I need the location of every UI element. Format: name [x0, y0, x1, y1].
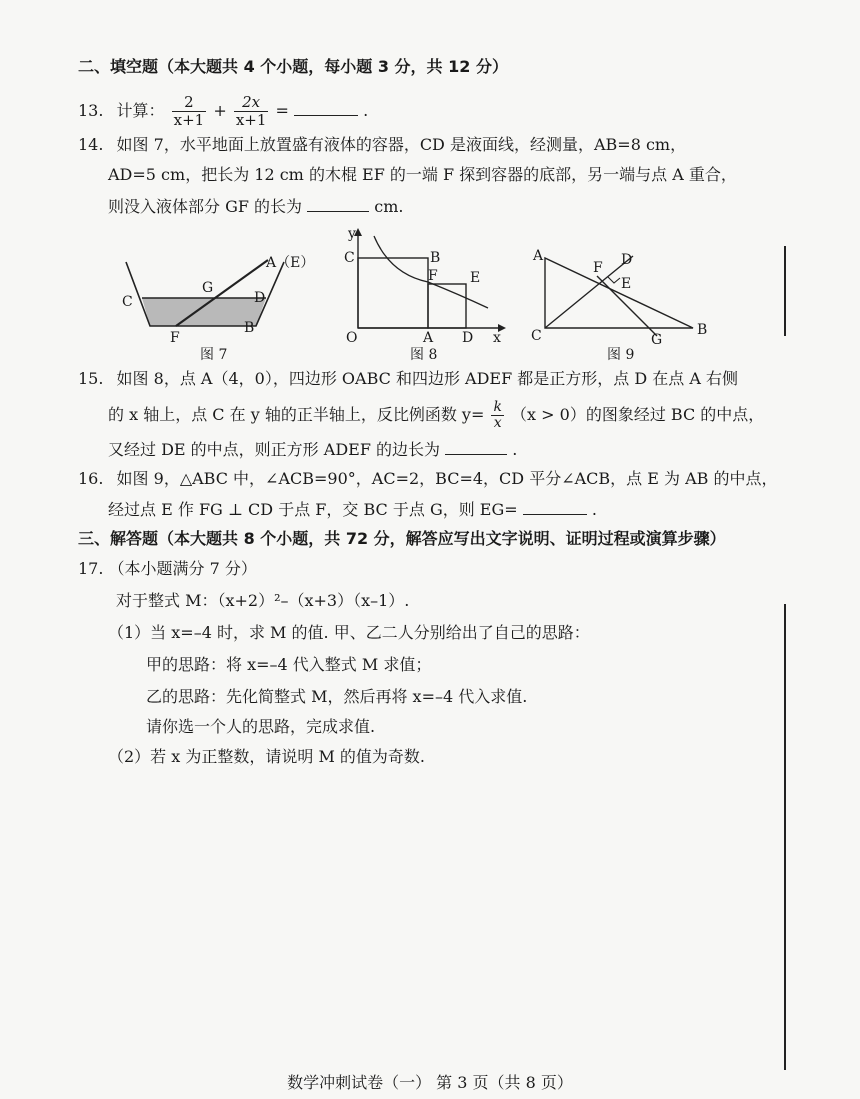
q17-part-2: （2）若 x 为正整数，请说明 M 的值为奇数. [108, 747, 426, 766]
q13-answer-blank[interactable] [294, 99, 358, 116]
q14-line-2: AD=5 cm，把长为 12 cm 的木棍 EF 的一端 F 探到容器的底部，另一端与点 A 重合， [108, 165, 737, 184]
figure-7 [118, 240, 318, 350]
label-f: F [170, 330, 180, 346]
label-a: A [423, 330, 434, 346]
q13-frac1-numerator: 2 [172, 94, 207, 112]
q14-text-3: 则没入液体部分 GF 的长为 [108, 197, 303, 216]
q15-number: 15. [78, 369, 104, 388]
q16-text-2: 经过点 E 作 FG ⊥ CD 于点 F，交 BC 于点 G，则 EG= [108, 500, 518, 519]
label-c: C [531, 328, 542, 344]
q16-line-2 [108, 498, 597, 521]
figure-8 [338, 224, 508, 348]
label-y: y [348, 226, 356, 242]
section3-title: 三、解答题（本大题共 8 个小题，共 72 分，解答应写出文字说明、证明过程或演算步骤） [78, 529, 726, 548]
q13-fraction-1 [172, 94, 207, 129]
q17-idea-jia: 甲的思路：将 x=–4 代入整式 M 求值； [146, 655, 432, 674]
label-g: G [651, 332, 663, 346]
label-d: D [254, 290, 266, 306]
q15-line-3 [108, 438, 517, 461]
label-b: B [244, 320, 255, 336]
label-o: O [346, 330, 358, 346]
triangle-abc [545, 258, 693, 328]
q14-unit: cm. [374, 197, 404, 216]
q14-line-1 [78, 134, 686, 156]
label-b: B [697, 322, 708, 338]
q17-points: （本小题满分 7 分） [108, 559, 257, 578]
bisector-cd [545, 256, 633, 328]
label-f: F [593, 260, 603, 276]
q14-line-3 [108, 195, 403, 218]
binding-edge-mark-1 [784, 246, 786, 336]
q15-frac-numerator: k [493, 399, 502, 415]
q17-instruction: 请你选一个人的思路，完成求值. [146, 717, 376, 736]
q14-answer-blank[interactable] [307, 195, 369, 212]
q16-answer-blank[interactable] [523, 498, 587, 515]
q15-end: . [512, 440, 518, 459]
q16-end: . [591, 500, 597, 519]
square-adef [428, 284, 466, 328]
question-13 [78, 92, 368, 130]
section2-title: 二、填空题（本大题共 4 个小题，每小题 3 分，共 12 分） [78, 57, 508, 76]
q17-expression: 对于整式 M：（x+2）²–（x+3）（x–1）. [116, 591, 410, 610]
q17-idea-yi: 乙的思路：先化简整式 M，然后再将 x=–4 代入求值. [146, 687, 528, 706]
q13-prefix: 计算： [116, 101, 165, 120]
q13-frac1-denominator: x+1 [173, 111, 205, 129]
q15-answer-blank[interactable] [445, 438, 507, 455]
q15-text-2a: 的 x 轴上，点 C 在 y 轴的正半轴上，反比例函数 y= [108, 405, 485, 424]
label-e: E [470, 270, 481, 286]
label-c: C [122, 294, 133, 310]
label-g: G [202, 280, 214, 296]
label-c: C [344, 250, 355, 266]
q13-equals: = [275, 101, 289, 120]
binding-edge-mark-2 [784, 604, 786, 1070]
q17-part-1: （1）当 x=–4 时，求 M 的值. 甲、乙二人分别给出了自己的思路： [108, 623, 590, 642]
q14-text-1: 如图 7，水平地面上放置盛有液体的容器，CD 是液面线，经测量，AB=8 cm， [116, 135, 687, 154]
q15-frac-denominator: x [493, 415, 502, 431]
q13-number: 13. [78, 101, 104, 120]
label-b: B [430, 250, 441, 266]
q15-text-3: 又经过 DE 的中点，则正方形 ADEF 的边长为 [108, 440, 441, 459]
q17-number: 17. [78, 559, 104, 578]
q13-frac2-numerator: 2x [234, 94, 269, 112]
q14-number: 14. [78, 135, 104, 154]
q15-fraction [491, 400, 503, 431]
q16-line-1 [78, 468, 778, 490]
q15-text-1: 如图 8，点 A（4，0），四边形 OABC 和四边形 ADEF 都是正方形，点 D 在点 A 右侧 [116, 369, 739, 388]
q13-end: . [363, 101, 369, 120]
square-oabc [358, 258, 428, 328]
label-x: x [493, 330, 501, 346]
figure-9 [525, 240, 725, 346]
q16-text-1: 如图 9，△ABC 中，∠ACB=90°，AC=2，BC=4，CD 平分∠ACB，点 E 为 AB 的中点， [116, 469, 778, 488]
label-d: D [621, 252, 633, 268]
q13-fraction-2 [234, 94, 269, 129]
label-a: A [533, 248, 544, 264]
right-angle-mark [608, 277, 620, 283]
fig7-caption: 图 7 [200, 347, 228, 363]
q13-plus: + [213, 101, 227, 120]
label-e: E [621, 276, 632, 292]
q17-header [78, 558, 257, 580]
label-a-e: A（E） [266, 255, 315, 271]
q16-number: 16. [78, 469, 104, 488]
page-footer: 数学冲刺试卷（一） 第 3 页（共 8 页） [287, 1073, 573, 1092]
q15-line-1 [78, 368, 738, 390]
label-d: D [462, 330, 474, 346]
fig9-caption: 图 9 [607, 347, 635, 363]
fig8-caption: 图 8 [410, 347, 438, 363]
q15-line-2 [108, 396, 764, 434]
q13-frac2-denominator: x+1 [235, 111, 267, 129]
q15-text-2b: （x > 0）的图象经过 BC 的中点， [511, 405, 765, 424]
label-f: F [428, 268, 438, 284]
